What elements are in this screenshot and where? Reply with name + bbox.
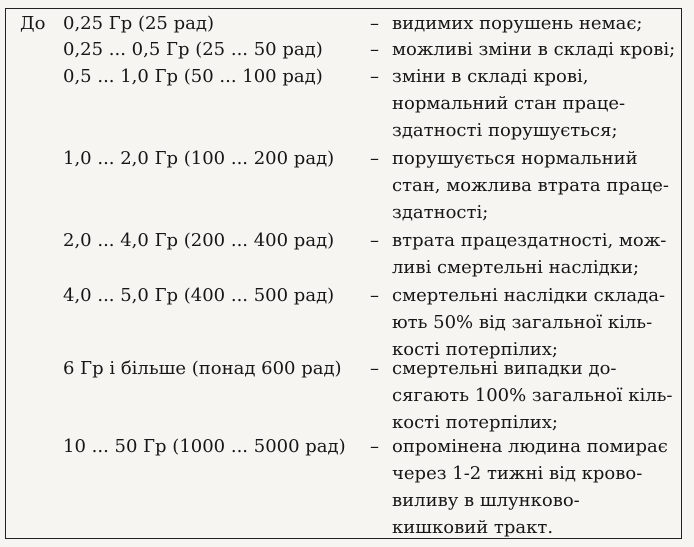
dash: – bbox=[370, 358, 379, 379]
description-line: виливу в шлунково- bbox=[392, 490, 580, 511]
effect-description bbox=[392, 227, 682, 281]
row-prefix: До bbox=[20, 13, 46, 34]
description-line: ливі смертельні наслідки; bbox=[392, 257, 640, 278]
dose-range: 0,25 ... 0,5 Гр (25 ... 50 рад) bbox=[63, 39, 323, 60]
dose-range: 10 ... 50 Гр (1000 ... 5000 рад) bbox=[63, 436, 346, 457]
effect-description bbox=[392, 282, 682, 363]
effect-description bbox=[392, 63, 682, 144]
effect-description bbox=[392, 433, 682, 541]
effect-description bbox=[392, 10, 682, 37]
description-line: ють 50% від загальної кіль- bbox=[392, 312, 653, 333]
dash: – bbox=[370, 66, 379, 87]
description-line: видимих порушень немає; bbox=[392, 13, 643, 34]
dash: – bbox=[370, 285, 379, 306]
description-line: опромінена людина помирає bbox=[392, 436, 668, 457]
description-line: здатності; bbox=[392, 202, 489, 223]
description-line: втрата працездатності, мож- bbox=[392, 230, 667, 251]
dose-range: 4,0 ... 5,0 Гр (400 ... 500 рад) bbox=[63, 285, 335, 306]
dash: – bbox=[370, 13, 379, 34]
effect-description bbox=[392, 36, 682, 63]
description-line: здатності порушується; bbox=[392, 120, 618, 141]
description-line: порушується нормальний bbox=[392, 148, 638, 169]
dose-range: 0,25 Гр (25 рад) bbox=[63, 13, 214, 34]
dash: – bbox=[370, 436, 379, 457]
dose-range: 0,5 ... 1,0 Гр (50 ... 100 рад) bbox=[63, 66, 323, 87]
description-line: нормальний стан праце- bbox=[392, 93, 626, 114]
description-line: можливі зміни в складі крові; bbox=[392, 39, 676, 60]
effect-description bbox=[392, 145, 682, 226]
effect-description bbox=[392, 355, 682, 436]
description-line: кості потерпілих; bbox=[392, 339, 558, 360]
dash: – bbox=[370, 39, 379, 60]
description-line: зміни в складі крові, bbox=[392, 66, 589, 87]
description-line: смертельні наслідки склада- bbox=[392, 285, 666, 306]
dash: – bbox=[370, 148, 379, 169]
dose-range: 1,0 ... 2,0 Гр (100 ... 200 рад) bbox=[63, 148, 335, 169]
dose-range: 2,0 ... 4,0 Гр (200 ... 400 рад) bbox=[63, 230, 335, 251]
description-line: через 1-2 тижні від крово- bbox=[392, 463, 643, 484]
description-line: кишковий тракт. bbox=[392, 517, 554, 538]
description-line: сягають 100% загальної кіль- bbox=[392, 385, 673, 406]
description-line: кості потерпілих; bbox=[392, 412, 558, 433]
description-line: смертельні випадки до- bbox=[392, 358, 617, 379]
dash: – bbox=[370, 230, 379, 251]
dose-range: 6 Гр і більше (понад 600 рад) bbox=[63, 358, 342, 379]
description-line: стан, можлива втрата праце- bbox=[392, 175, 669, 196]
